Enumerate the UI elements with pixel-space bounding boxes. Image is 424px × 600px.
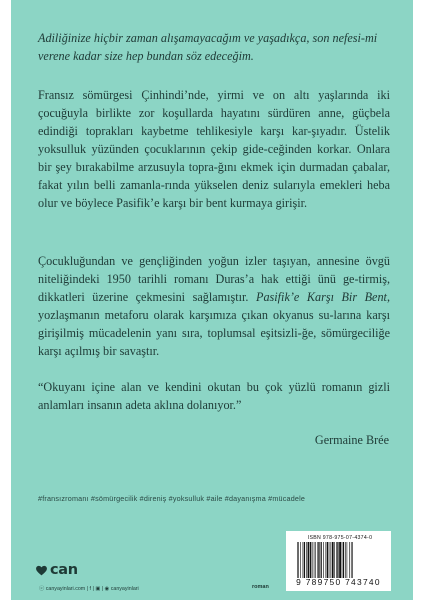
- about-novel-paragraph: [38, 252, 390, 360]
- about-novel-text-end: , yozlaşmanın metaforu olarak karşımıza çıkan okyanus su-larına karşı girişilmiş mücadelenin yanı sıra, toplumsal eşitsizli-ğe, sömürgeciliğe karşı açılmış bir savaştır.: [38, 290, 390, 358]
- quote-author: Germaine Brée: [314, 433, 389, 447]
- opening-quote: Adiliğinize hiçbir zaman alışamayacağım ve yaşadıkça, son nefesi-mi verene kadar size hep bundan söz edeceğim.: [38, 31, 378, 63]
- synopsis-paragraph: Fransız sömürgesi Çinhindi’nde, yirmi ve on altı yaşlarında iki çocuğuyla birlikte zor koşullarda hayatını sürdüren anne, güçbela edindiği toprakları kaybetme tehlikesiyle karşı kar-şıyadır. Üstelik yoksulluk yüzünden çocuklarının çekip gide-ceğinden korkar. Onlara bir şey bırakabilme arzusuyla topra-ğını ekmek için durmadan çabalar, fakat yılın belli zamanla-rında yükselen deniz sularıyla emekleri heba olur ve böylece Pasifik’e karşı bir bent kurmaya girişir.: [38, 88, 390, 210]
- barcode-digits: 9 789750 743740: [296, 577, 381, 587]
- publisher-logo: [35, 561, 78, 579]
- about-novel-text-start: Çocukluğundan ve gençliğinden yoğun izler taşıyan, annesine övgü niteliğindeki 1950 tarihli romanı Duras’a hak ettiği ünü ge-tirmiş, dikkatleri üzerine çekmesini sağlamıştır.: [38, 254, 390, 304]
- barcode-label: [286, 531, 391, 591]
- novel-title: Pasifik’e Karşı Bir Bent: [256, 290, 387, 304]
- barcode-icon: [297, 542, 383, 578]
- isbn-number: ISBN 978-975-07-4374-0: [307, 535, 373, 541]
- hashtags: #fransızromanı #sömürgecilik #direniş #yoksulluk #aile #dayanışma #mücadele: [38, 494, 306, 503]
- book-back-cover: [11, 0, 413, 600]
- heart-icon: [35, 564, 48, 577]
- critic-quote: “Okuyanı içine alan ve kendini okutan bu çok yüzlü romanın gizli anlamları insanın adeta aklına dolanıyor.”: [38, 380, 390, 412]
- publisher-name: can: [50, 562, 78, 578]
- genre-label: roman: [252, 584, 269, 590]
- publisher-social-links: ⓒ canyayinlari.com | f | ▣ | ◉ canyayinlari: [39, 586, 139, 592]
